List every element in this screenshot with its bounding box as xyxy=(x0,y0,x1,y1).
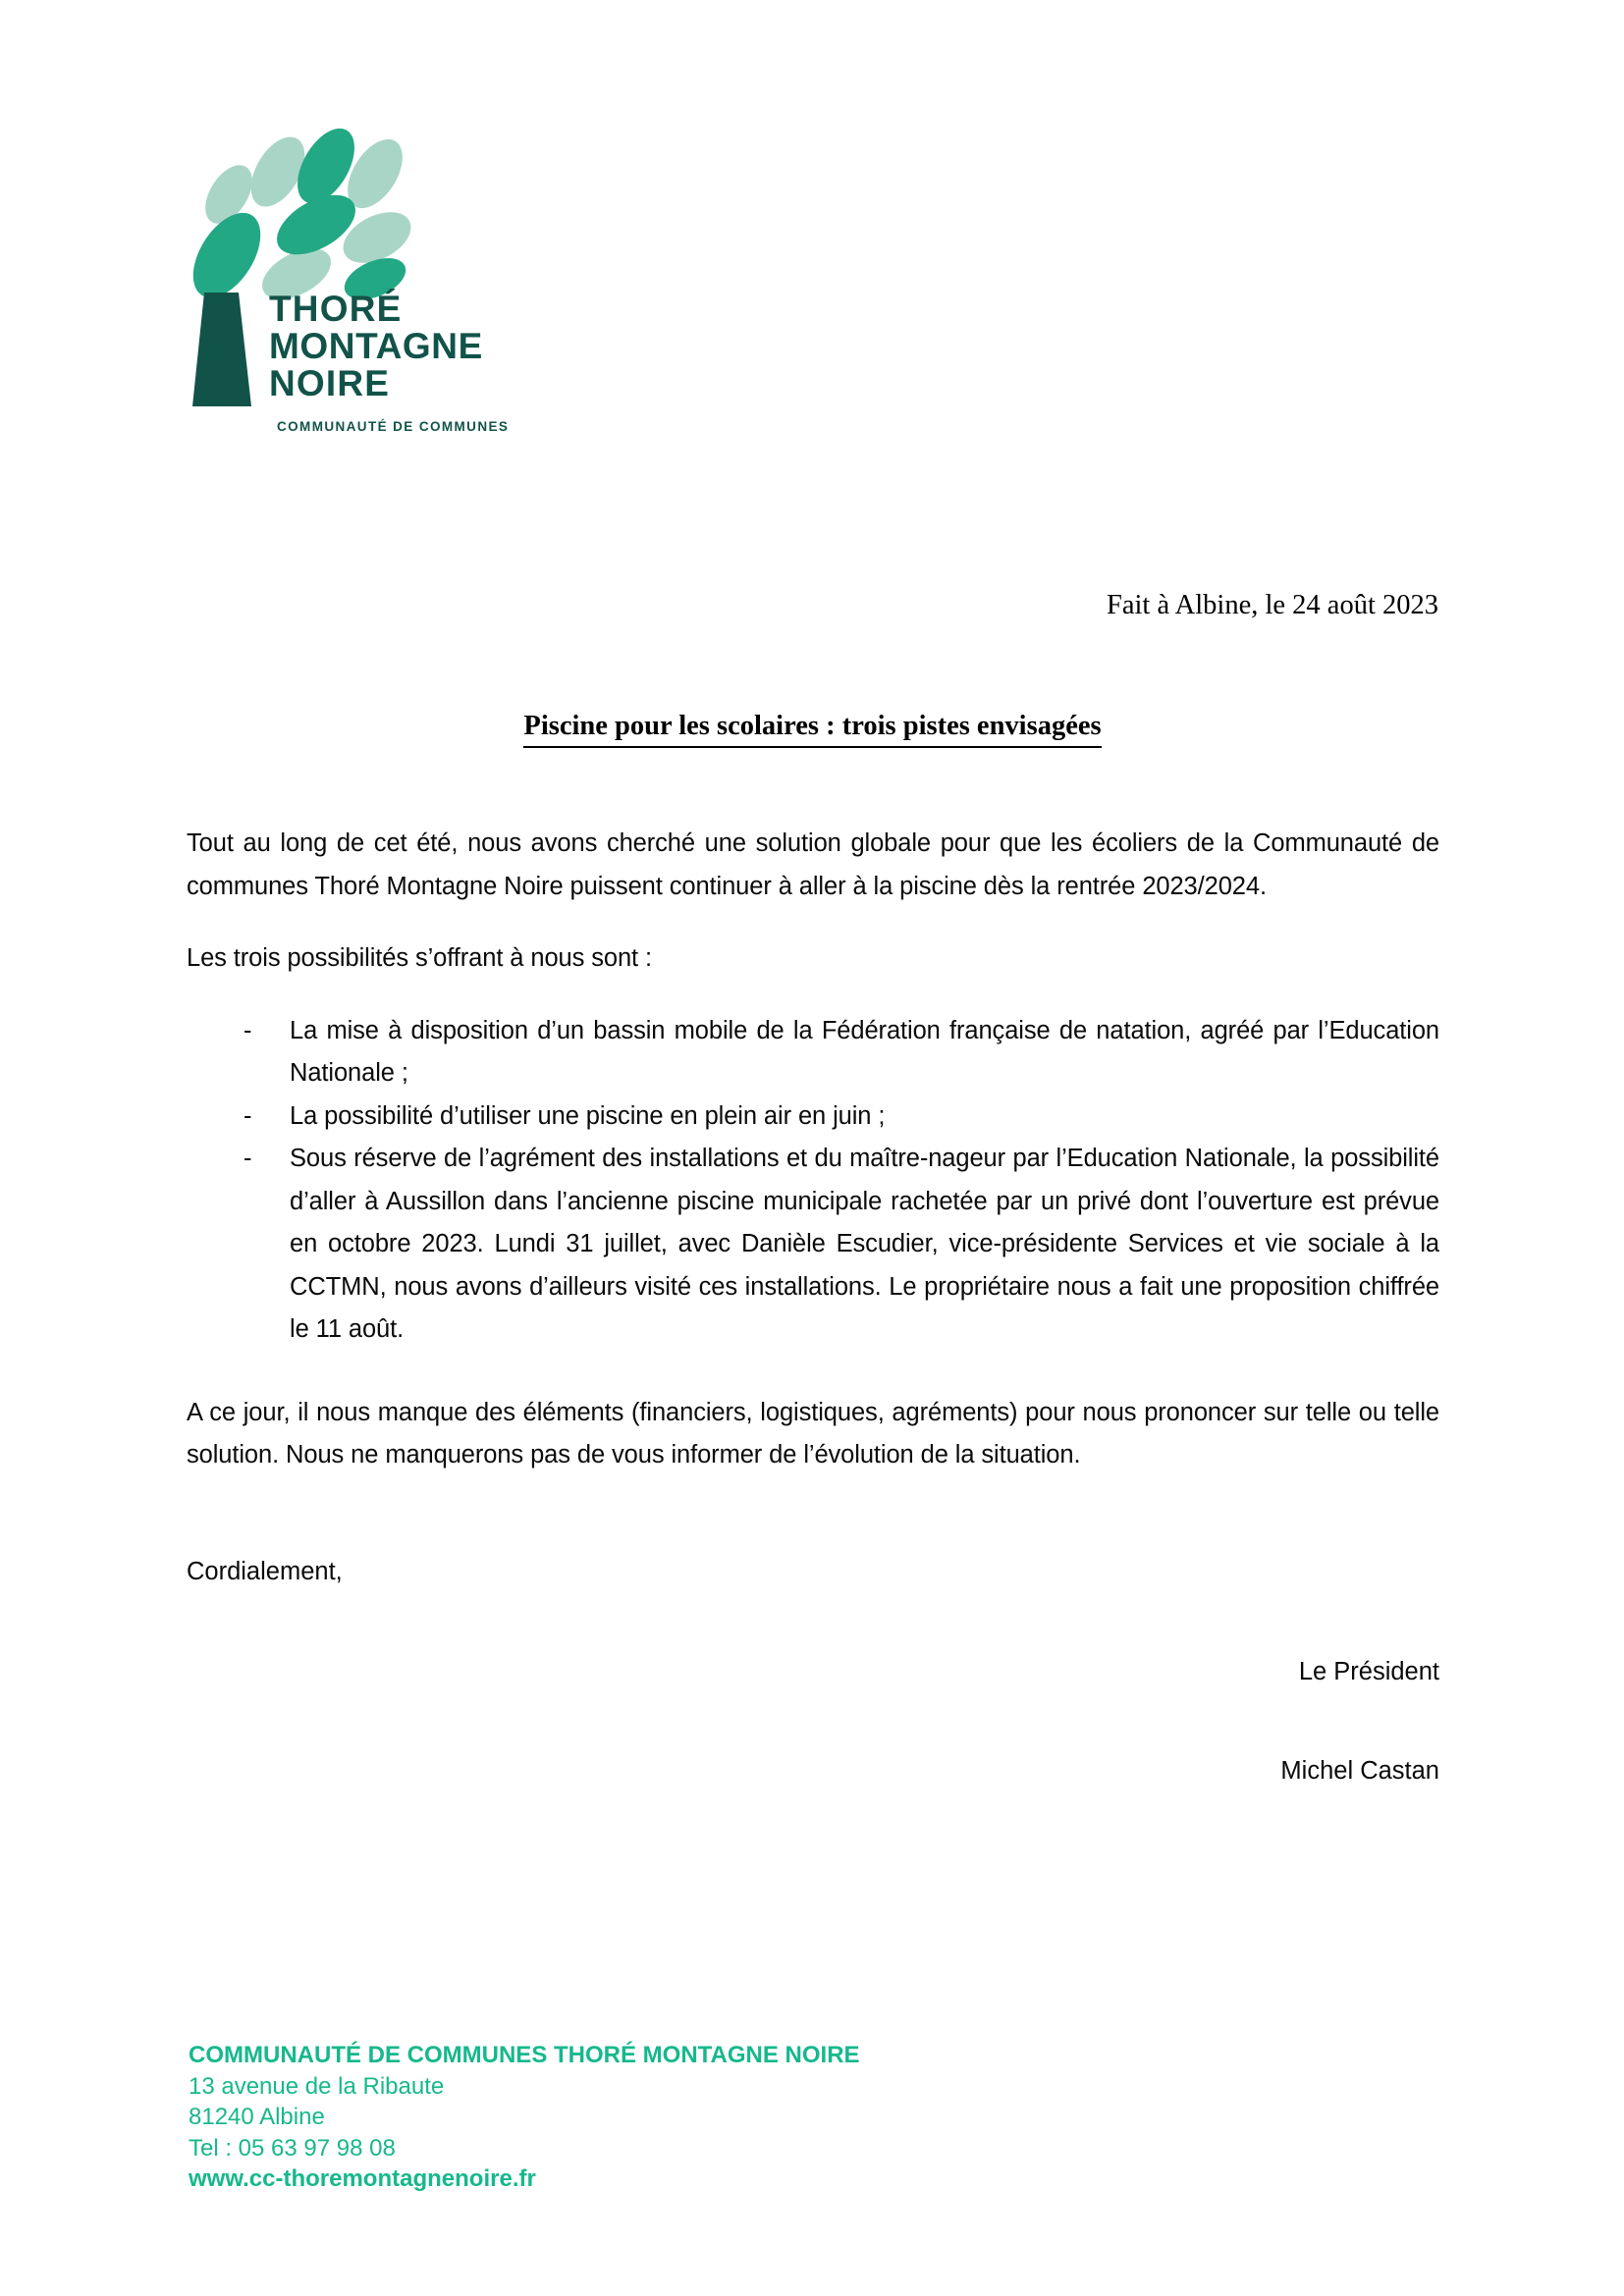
list-item-text: Sous réserve de l’agrément des installations et du maître-nageur par l’Education Nationale, la possibilité d’aller à Aussillon dans l’ancienne piscine municipale rachetée par un privé dont l’ouverture est prévue en octobre 2023. Lundi 31 juillet, avec Danièle Escudier, vice-présidente Services et vie sociale à la CCTMN, nous avons d’ailleurs visité ces installations. Le propriétaire nous a fait une proposition chiffrée le 11 août. xyxy=(290,1145,1439,1343)
svg-text:NOIRE: NOIRE xyxy=(269,363,391,403)
logo-leaves-icon xyxy=(183,119,419,309)
paragraph-intro: Tout au long de cet été, nous avons cherché une solution globale pour que les écoliers de la Communauté de communes Thoré Montagne Noire puissent continuer à aller à la piscine dès la rentrée 2023/2024. xyxy=(187,829,1439,900)
list-item xyxy=(187,1010,1439,1095)
bullet-dash-icon: - xyxy=(244,1016,252,1044)
document-title xyxy=(187,709,1438,748)
footer-phone: Tel : 05 63 97 98 08 xyxy=(189,2134,396,2162)
logo-wordmark xyxy=(269,289,483,403)
document-title-text: Piscine pour les scolaires : trois pistes envisagées xyxy=(523,709,1101,748)
svg-text:MONTAGNE: MONTAGNE xyxy=(269,326,483,366)
footer-website[interactable]: www.cc-thoremontagnenoire.fr xyxy=(189,2165,536,2192)
signature-role: Le Président xyxy=(1298,1657,1439,1685)
list-item-text: La mise à disposition d’un bassin mobile de la Fédération française de natation, agréé par l’Education Nationale ; xyxy=(290,1016,1439,1087)
page-footer xyxy=(189,2040,1072,2195)
date-line: Fait à Albine, le 24 août 2023 xyxy=(1107,590,1438,620)
bullet-dash-icon: - xyxy=(244,1101,252,1130)
footer-organisation: COMMUNAUTÉ DE COMMUNES THORÉ MONTAGNE NOIRE xyxy=(189,2042,860,2068)
svg-text:COMMUNAUTÉ DE COMMUNES: COMMUNAUTÉ DE COMMUNES xyxy=(277,419,510,434)
svg-text:THORÉ: THORÉ xyxy=(269,289,403,329)
signature-block xyxy=(187,1551,1439,1793)
footer-street: 13 avenue de la Ribaute xyxy=(189,2072,445,2100)
paragraph-lead-in: Les trois possibilités s’offrant à nous sont : xyxy=(187,944,653,972)
list-item xyxy=(187,1138,1439,1352)
organisation-logo xyxy=(183,110,516,444)
logo-graphic xyxy=(183,110,516,444)
signature-name: Michel Castan xyxy=(1280,1757,1439,1785)
spacer xyxy=(187,1352,1439,1366)
footer-city: 81240 Albine xyxy=(189,2104,325,2130)
list-item xyxy=(187,1095,1439,1139)
logo-tagline xyxy=(277,419,509,434)
signature-greeting: Cordialement, xyxy=(187,1558,343,1585)
bullet-dash-icon: - xyxy=(244,1145,252,1172)
letter-body xyxy=(187,823,1439,1477)
paragraph-closing: A ce jour, il nous manque des éléments (financiers, logistiques, agréments) pour nous prononcer sur telle ou telle solution. Nous ne manquerons pas de vous informer de l’évolution de la situation. xyxy=(187,1398,1439,1468)
list-item-text: La possibilité d’utiliser une piscine en plein air en juin ; xyxy=(290,1101,886,1130)
logo-chimney-icon xyxy=(192,293,251,406)
options-list xyxy=(187,1010,1439,1352)
